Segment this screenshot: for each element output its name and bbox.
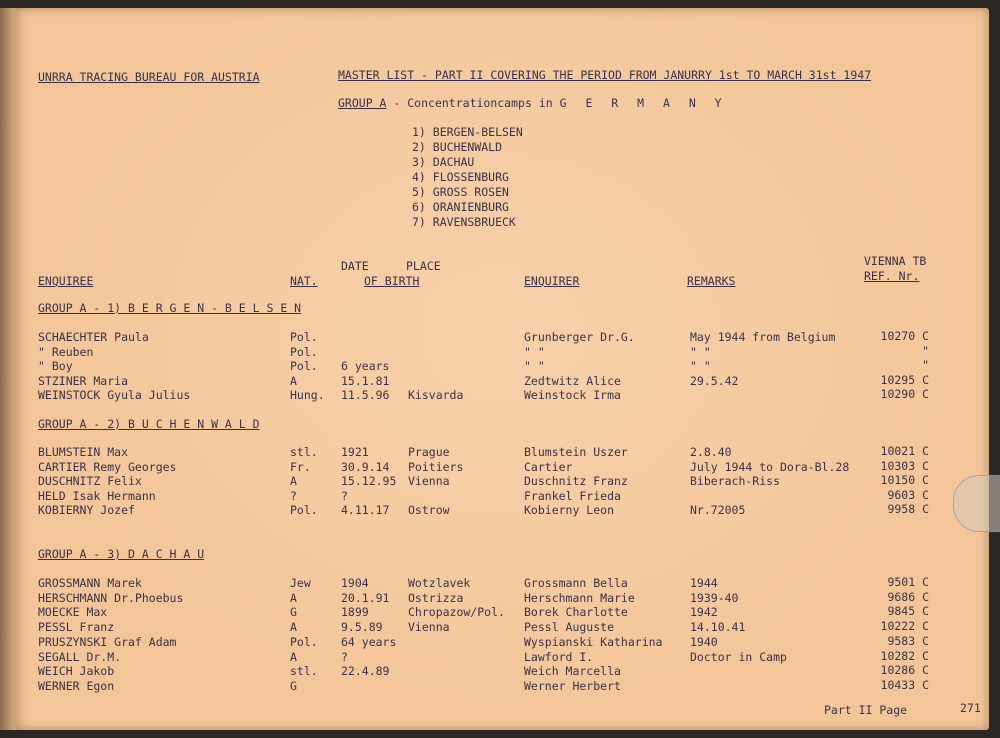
col-enquiree: ENQUIREE <box>38 274 94 288</box>
enquirer-cell: Frankel Frieda <box>524 488 621 503</box>
enquiree-cell: " Boy <box>38 359 73 373</box>
col-enquirer: ENQUIRER <box>524 274 580 288</box>
nationality-cell: A <box>290 590 297 605</box>
birth-date-cell: ? <box>341 649 348 664</box>
enquirer-cell: Pessl Auguste <box>524 620 615 635</box>
nationality-cell: Pol. <box>290 359 318 373</box>
footer-part: Part II Page <box>824 703 908 717</box>
nationality-cell: ? <box>290 488 297 503</box>
ref-number-cell: 9845 C <box>887 604 929 619</box>
nationality-cell: A <box>290 649 297 664</box>
birth-date-cell: 4.11.17 <box>341 503 390 517</box>
remarks-cell: 2.8.40 <box>690 445 732 459</box>
enquirer-cell: Zedtwitz Alice <box>524 373 621 388</box>
enquiree-cell: WEINSTOCK Gyula Julius <box>38 388 191 402</box>
ref-number-cell: 10222 C <box>880 619 929 634</box>
ref-number-cell: 9583 C <box>887 633 929 648</box>
ref-number-cell: 10303 C <box>880 458 929 473</box>
nationality-cell: Pol. <box>290 634 318 649</box>
remarks-cell: July 1944 to Dora-Bl.28 <box>690 459 850 474</box>
enquiree-cell: KOBIERNY Jozef <box>38 503 135 517</box>
nationality-cell: Pol. <box>290 503 318 517</box>
enquirer-cell: Grossmann Bella <box>524 576 628 590</box>
enquiree-cell: CARTIER Remy Georges <box>38 459 177 474</box>
remarks-cell: 1940 <box>690 634 718 649</box>
nationality-cell: Jew <box>290 576 311 590</box>
group-title: GROUP A - 1) B E R G E N - B E L S E N <box>38 301 302 315</box>
birth-date-cell: 9.5.89 <box>341 620 383 635</box>
nationality-cell: Pol. <box>290 344 318 359</box>
birth-place-cell: Kisvarda <box>408 388 464 402</box>
birth-place-cell: Poitiers <box>408 459 464 474</box>
group-heading <box>338 96 728 110</box>
col-of-birth: OF BIRTH <box>364 274 420 288</box>
enquirer-cell: Herschmann Marie <box>524 590 635 605</box>
birth-date-cell: ? <box>341 488 348 503</box>
ref-number-cell: 10021 C <box>880 444 929 458</box>
enquiree-cell: MOECKE Max <box>38 605 108 620</box>
ref-number-cell: 9501 C <box>887 575 929 589</box>
enquiree-cell: SCHAECHTER Paula <box>38 330 149 344</box>
ledger-page <box>14 8 989 730</box>
enquiree-cell: PRUSZYNSKI Graf Adam <box>38 634 177 649</box>
list-title: MASTER LIST - PART II COVERING THE PERIOD FROM JANURRY 1st TO MARCH 31st 1947 <box>338 68 872 82</box>
enquirer-cell: Lawford I. <box>524 649 594 664</box>
camp-item: 4) FLOSSENBURG <box>412 170 509 184</box>
birth-date-cell: 64 years <box>341 634 397 649</box>
enquirer-cell: Blumstein Uszer <box>524 445 628 459</box>
birth-date-cell: 6 years <box>341 359 390 373</box>
birth-date-cell: 20.1.91 <box>341 590 390 605</box>
remarks-cell: Biberach-Riss <box>690 474 781 488</box>
nationality-cell: Fr. <box>290 459 311 474</box>
enquirer-cell: Weich Marcella <box>524 664 621 679</box>
enquiree-cell: " Reuben <box>38 344 94 359</box>
nationality-cell: G <box>290 605 297 620</box>
birth-place-cell: Vienna <box>408 474 450 488</box>
enquirer-cell: Duschnitz Franz <box>524 474 628 488</box>
enquirer-cell: Cartier <box>524 459 573 474</box>
page-number: 271 <box>960 701 981 715</box>
remarks-cell: 14.10.41 <box>690 620 746 635</box>
col-date: DATE <box>341 259 369 273</box>
ref-number-cell: " <box>922 358 929 372</box>
remarks-cell: 1944 <box>690 576 718 590</box>
enquirer-cell: Kobierny Leon <box>524 503 615 517</box>
enquiree-cell: PESSL Franz <box>38 620 115 635</box>
remarks-cell: " " <box>690 344 711 359</box>
enquiree-cell: WEICH Jakob <box>38 664 115 679</box>
enquirer-cell: Werner Herbert <box>524 678 621 693</box>
bureau-name: UNRRA TRACING BUREAU FOR AUSTRIA <box>38 70 260 84</box>
birth-date-cell: 1921 <box>341 445 369 459</box>
nationality-cell: A <box>290 474 297 488</box>
camp-item: 5) GROSS ROSEN <box>412 185 509 199</box>
nationality-cell: stl. <box>290 445 318 459</box>
nationality-cell: A <box>290 373 297 388</box>
birth-date-cell: 11.5.96 <box>341 388 390 402</box>
enquiree-cell: STZINER Maria <box>38 373 129 388</box>
birth-place-cell: Prague <box>408 445 450 459</box>
enquiree-cell: SEGALL Dr.M. <box>38 649 122 664</box>
birth-date-cell: 1899 <box>341 605 369 620</box>
birth-date-cell: 30.9.14 <box>341 459 390 474</box>
col-nat: NAT. <box>290 274 318 288</box>
remarks-cell: May 1944 from Belgium <box>690 330 836 344</box>
enquiree-cell: DUSCHNITZ Felix <box>38 474 142 488</box>
enquirer-cell: Wyspianski Katharina <box>524 634 663 649</box>
nationality-cell: A <box>290 620 297 635</box>
group-label: GROUP A <box>338 96 387 110</box>
ref-number-cell: 10290 C <box>880 387 929 401</box>
country: G E R M A N Y <box>559 96 728 110</box>
remarks-cell: 29.5.42 <box>690 373 739 388</box>
camp-item: 3) DACHAU <box>412 155 475 169</box>
nationality-cell: G <box>290 678 297 693</box>
ref-number-cell: " <box>922 343 929 358</box>
camp-item: 6) ORANIENBURG <box>412 200 509 214</box>
ref-number-cell: 10286 C <box>880 663 929 678</box>
birth-date-cell: 1904 <box>341 576 369 590</box>
nationality-cell: Pol. <box>290 330 318 344</box>
ref-number-cell: 10282 C <box>880 648 929 663</box>
ref-number-cell: 9603 C <box>887 487 929 502</box>
ref-number-cell: 10433 C <box>880 677 929 692</box>
birth-place-cell: Ostrizza <box>408 590 464 605</box>
enquirer-cell: Borek Charlotte <box>524 605 628 620</box>
remarks-cell: Nr.72005 <box>690 503 746 517</box>
remarks-cell: Doctor in Camp <box>690 649 787 664</box>
enquiree-cell: HERSCHMANN Dr.Phoebus <box>38 590 184 605</box>
enquirer-cell: " " <box>524 344 545 359</box>
enquirer-cell: Grunberger Dr.G. <box>524 330 635 344</box>
group-title: GROUP A - 2) B U C H E N W A L D <box>38 417 260 431</box>
birth-date-cell: 15.12.95 <box>341 474 397 488</box>
birth-place-cell: Ostrow <box>408 503 450 517</box>
group-description: - Concentrationcamps in <box>393 96 553 110</box>
ref-number-cell: 10295 C <box>880 372 929 387</box>
birth-place-cell: Chropazow/Pol. <box>408 605 505 620</box>
ref-number-cell: 10150 C <box>880 473 929 487</box>
nationality-cell: stl. <box>290 664 318 679</box>
remarks-cell: 1939-40 <box>690 590 739 605</box>
page-tab <box>953 475 1000 532</box>
camp-item: 2) BUCHENWALD <box>412 140 503 154</box>
ref-number-cell: 9958 C <box>887 502 929 516</box>
ref-number-cell: 10270 C <box>880 329 929 343</box>
remarks-cell: " " <box>690 359 711 373</box>
col-ref-bottom: REF. Nr. <box>864 269 920 283</box>
birth-date-cell: 22.4.89 <box>341 664 390 679</box>
enquiree-cell: GROSSMANN Marek <box>38 576 142 590</box>
col-ref-top: VIENNA TB <box>864 254 927 268</box>
col-remarks: REMARKS <box>687 274 736 288</box>
camp-item: 1) BERGEN-BELSEN <box>412 125 523 139</box>
ref-number-cell: 9686 C <box>887 589 929 604</box>
group-title: GROUP A - 3) D A C H A U <box>38 547 205 561</box>
col-place: PLACE <box>406 259 441 273</box>
enquirer-cell: " " <box>524 359 545 373</box>
birth-place-cell: Vienna <box>408 620 450 635</box>
enquiree-cell: WERNER Egon <box>38 678 115 693</box>
enquiree-cell: HELD Isak Hermann <box>38 488 156 503</box>
birth-place-cell: Wotzlavek <box>408 576 471 590</box>
camp-item: 7) RAVENSBRUECK <box>412 215 516 229</box>
remarks-cell: 1942 <box>690 605 718 620</box>
nationality-cell: Hung. <box>290 388 325 402</box>
birth-date-cell: 15.1.81 <box>341 373 390 388</box>
enquiree-cell: BLUMSTEIN Max <box>38 445 129 459</box>
enquirer-cell: Weinstock Irma <box>524 388 621 402</box>
